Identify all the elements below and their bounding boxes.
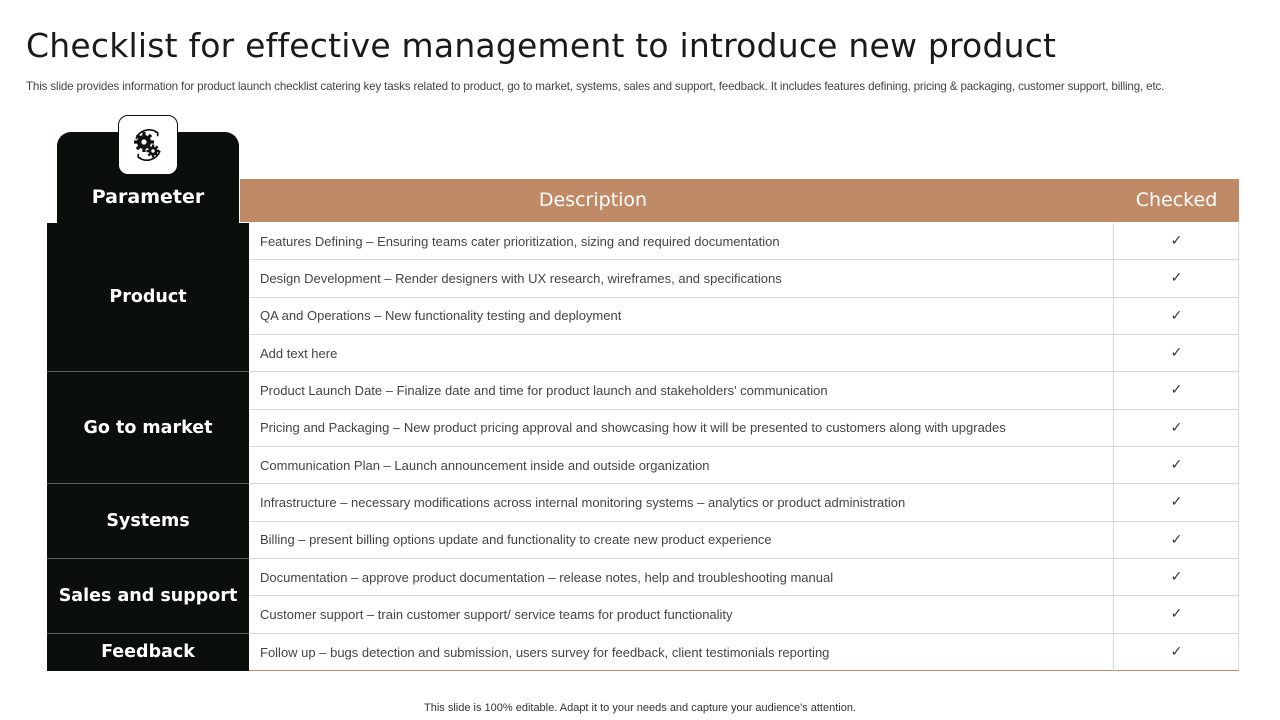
checkmark-icon: ✓	[1170, 569, 1183, 586]
checkmark-icon: ✓	[1170, 345, 1183, 362]
row-description: Follow up – bugs detection and submission, users survey for feedback, client testimonials reporting	[249, 634, 1114, 671]
row-description: Product Launch Date – Finalize date and time for product launch and stakeholders' communication	[249, 372, 1114, 408]
checked-header: Checked	[1135, 189, 1218, 211]
checkmark-icon: ✓	[1170, 233, 1183, 250]
checkmark-icon: ✓	[1170, 419, 1183, 436]
table-row	[249, 298, 1239, 335]
table-header	[240, 179, 1239, 222]
parameter-feedback: Feedback	[101, 642, 195, 663]
parameter-column	[47, 223, 249, 671]
footer-note: This slide is 100% editable. Adapt it to your needs and capture your audience's attention.	[424, 702, 856, 714]
row-description: QA and Operations – New functionality testing and deployment	[249, 298, 1114, 334]
description-header: Description	[538, 189, 648, 211]
table-row	[249, 522, 1239, 559]
row-description: Design Development – Render designers with UX research, wireframes, and specifications	[249, 260, 1114, 296]
checkmark-icon: ✓	[1170, 382, 1183, 399]
parameter-header-label: Parameter	[91, 186, 205, 208]
row-description: Billing – present billing options update and functionality to create new product experience	[249, 522, 1114, 558]
checkmark-icon: ✓	[1170, 457, 1183, 474]
table-row	[249, 223, 1239, 260]
parameter-sales-and-support: Sales and support	[47, 559, 249, 634]
gears-icon	[128, 125, 168, 165]
page-subtitle: This slide provides information for product launch checklist catering key tasks related to product, go to market, systems, sales and support, feedback. It includes features defining, pricing & packaging, customer support, billing, etc.	[26, 80, 1165, 93]
row-description: Pricing and Packaging – New product pricing approval and showcasing how it will be presented to customers along with upgrades	[249, 410, 1114, 446]
row-description: Features Defining – Ensuring teams cater prioritization, sizing and required documentation	[249, 223, 1114, 259]
checkmark-icon: ✓	[1170, 644, 1183, 661]
table-row	[249, 447, 1239, 484]
row-description: Add text here	[249, 335, 1114, 371]
row-description: Customer support – train customer support/ service teams for product functionality	[249, 596, 1114, 632]
page-title: Checklist for effective management to introduce new product	[26, 26, 1057, 65]
parameter-systems: Systems	[47, 484, 249, 559]
table-row	[249, 484, 1239, 521]
checkmark-icon: ✓	[1170, 606, 1183, 623]
table-row	[249, 335, 1239, 372]
table-row	[249, 634, 1239, 671]
table-row	[249, 372, 1239, 409]
parameter-product: Product	[47, 223, 249, 372]
row-description: Documentation – approve product documentation – release notes, help and troubleshooting manual	[249, 559, 1114, 595]
table-row	[249, 596, 1239, 633]
row-description: Communication Plan – Launch announcement inside and outside organization	[249, 447, 1114, 483]
table-row	[249, 559, 1239, 596]
parameter-go-to-market: Go to market	[47, 372, 249, 484]
gears-icon-box	[118, 115, 178, 175]
checkmark-icon: ✓	[1170, 494, 1183, 511]
checkmark-icon: ✓	[1170, 307, 1183, 324]
table-row	[249, 260, 1239, 297]
table-row	[249, 410, 1239, 447]
checkmark-icon: ✓	[1170, 270, 1183, 287]
checklist-rows	[249, 223, 1239, 671]
checkmark-icon: ✓	[1170, 531, 1183, 548]
row-description: Infrastructure – necessary modifications across internal monitoring systems – analytics or product administration	[249, 484, 1114, 520]
